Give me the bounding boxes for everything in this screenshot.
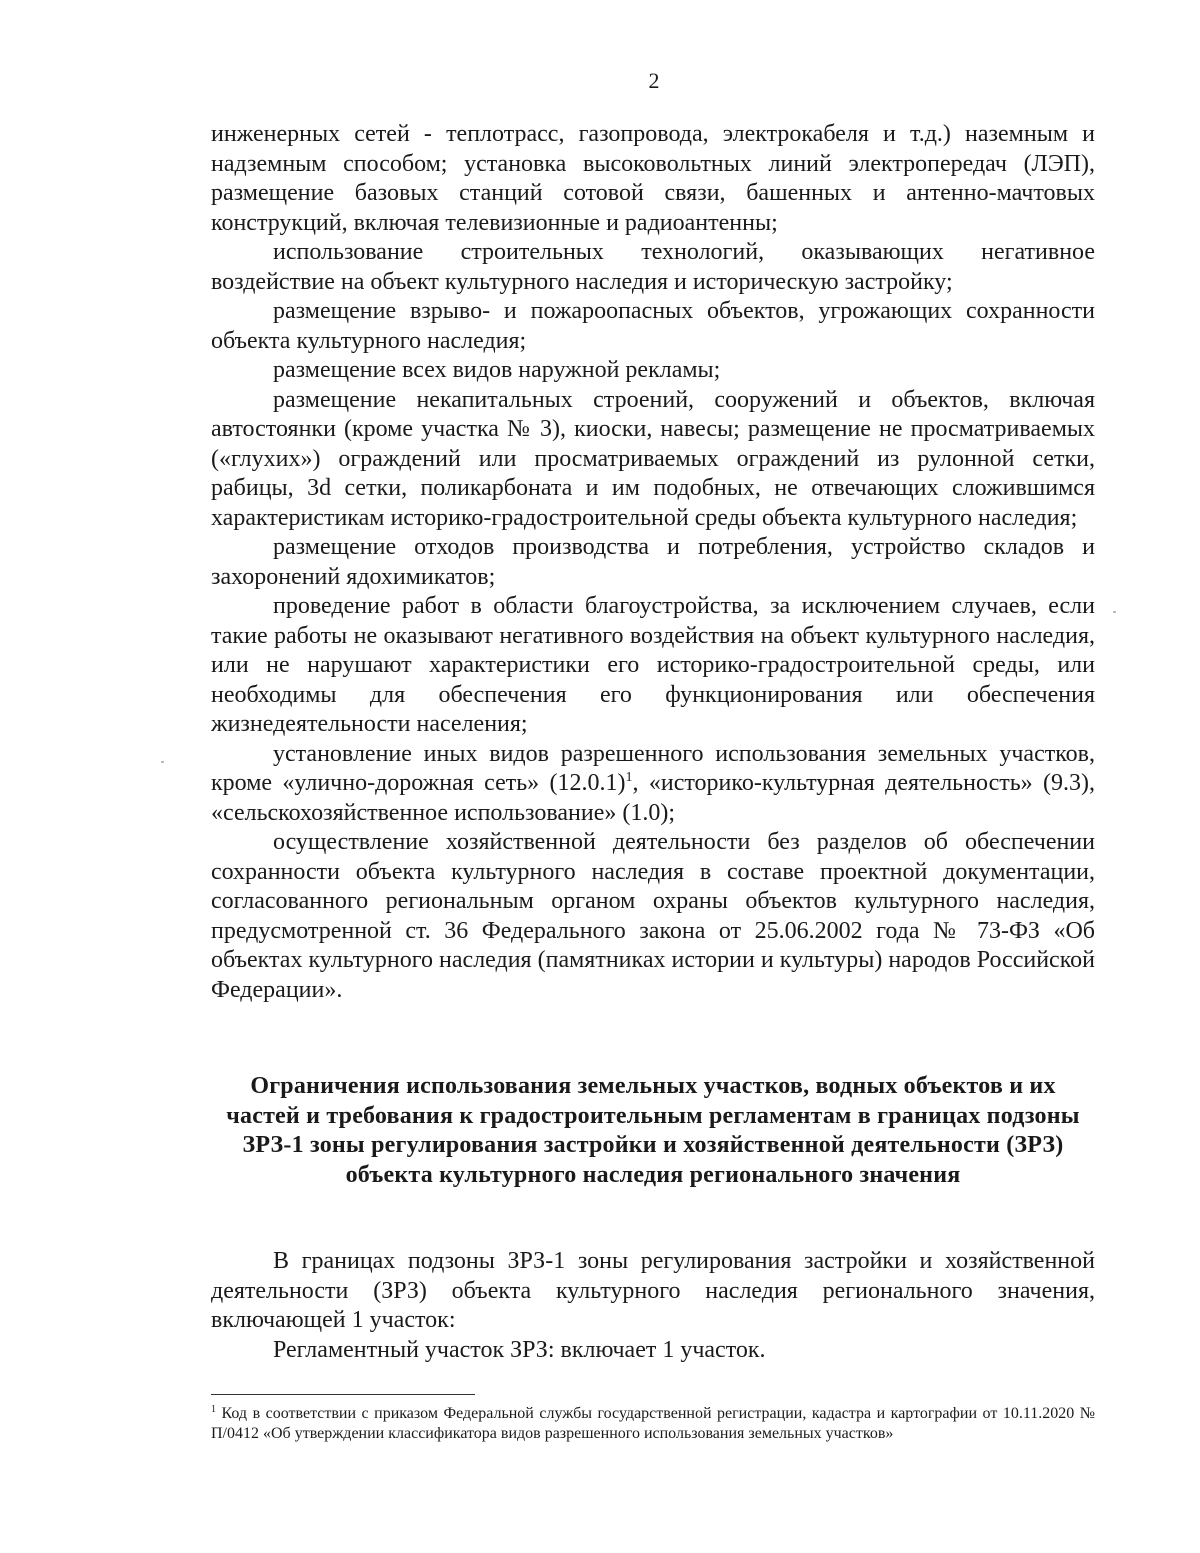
paragraph-outdoor-advertising: размещение всех видов наружной рекламы; [273, 357, 721, 383]
restrictions-list [211, 120, 1095, 1005]
scan-speck [161, 761, 164, 763]
intro-paragraph-plot: Регламентный участок ЗРЗ: включает 1 участок. [273, 1336, 766, 1363]
paragraph-economic-activity: осуществление хозяйственной деятельности без разделов об обеспечении сохранности объекта культурного наследия в составе проектной документации, согласованного региональным органом охраны объектов культурного наследия, предусмотренной ст. 36 Федерального закона от 25.06.2002 года № 73-ФЗ «Об объектах культурного наследия (памятниках истории и культуры) народов Российской Федерации». [211, 829, 1095, 1003]
permitted-use-text-before: установление иных видов разрешенного использования земельных участков, кроме «улично-дорожная сеть» (12.0.1) [211, 740, 1095, 796]
paragraph-landscaping-works: проведение работ в области благоустройства, за исключением случаев, если такие работы не оказывают негативного воздействия на объект культурного наследия, или не нарушают характеристики его историко-градостроительной среды, или необходимы для обеспечения его функционирования или обеспечения жизнедеятельности населения; [211, 593, 1095, 737]
intro-paragraph-zone: В границах подзоны ЗРЗ-1 зоны регулирования застройки и хозяйственной деятельности (ЗРЗ) объекта культурного наследия регионального значения, включающей 1 участок: [211, 1248, 1095, 1333]
paragraph-waste-placement: размещение отходов производства и потребления, устройство складов и захоронений ядохимикатов; [211, 534, 1095, 590]
footnote [211, 1404, 1095, 1444]
paragraph-permitted-use [211, 740, 1095, 829]
permitted-use-text-after: , «историко-культурная деятельность» (9.3), «сельскохозяйственное использование» (1.0); [211, 770, 1095, 826]
zone-intro [211, 1247, 1095, 1365]
section-heading: Ограничения использования земельных участков, водных объектов и их частей и требования к градостроительным регламентам в границах подзоны ЗРЗ-1 зоны регулирования застройки и хозяйственной деятельности (ЗРЗ) объекта культурного наследия регионального значения [226, 1073, 1080, 1188]
footnote-reference: 1 [625, 770, 633, 785]
footnote-separator [211, 1394, 475, 1395]
paragraph-engineering-networks: инженерных сетей - теплотрасс, газопровода, электрокабеля и т.д.) наземным и надземным способом; установка высоковольтных линий электропередач (ЛЭП), размещение базовых станций сотовой связи, башенных и антенно-мачтовых конструкций, включая телевизионные и радиоантенны; [211, 121, 1095, 236]
paragraph-temporary-structures: размещение некапитальных строений, сооружений и объектов, включая автостоянки (кроме участка № 3), киоски, навесы; размещение не просматриваемых («глухих») ограждений или просматриваемых ограждений из рулонной сетки, рабицы, 3d сетки, поликарбоната и им подобных, не отвечающих сложившимся характеристикам историко-градостроительной среды объекта культурного наследия; [211, 386, 1095, 531]
paragraph-construction-technologies: использование строительных технологий, оказывающих негативное воздействие на объект культурного наследия и историческую застройку; [211, 239, 1095, 295]
footnote-marker: 1 [211, 1404, 216, 1415]
footnote-text: Код в соответствии с приказом Федеральной службы государственной регистрации, кадастра и картографии от 10.11.2020 № П/0412 «Об утверждении классификатора видов разрешенного использования земельных участков» [211, 1405, 1095, 1442]
paragraph-hazardous-objects: размещение взрыво- и пожароопасных объектов, угрожающих сохранности объекта культурного наследия; [211, 298, 1095, 354]
scan-speck [1113, 611, 1116, 613]
page-number: 2 [648, 68, 660, 93]
